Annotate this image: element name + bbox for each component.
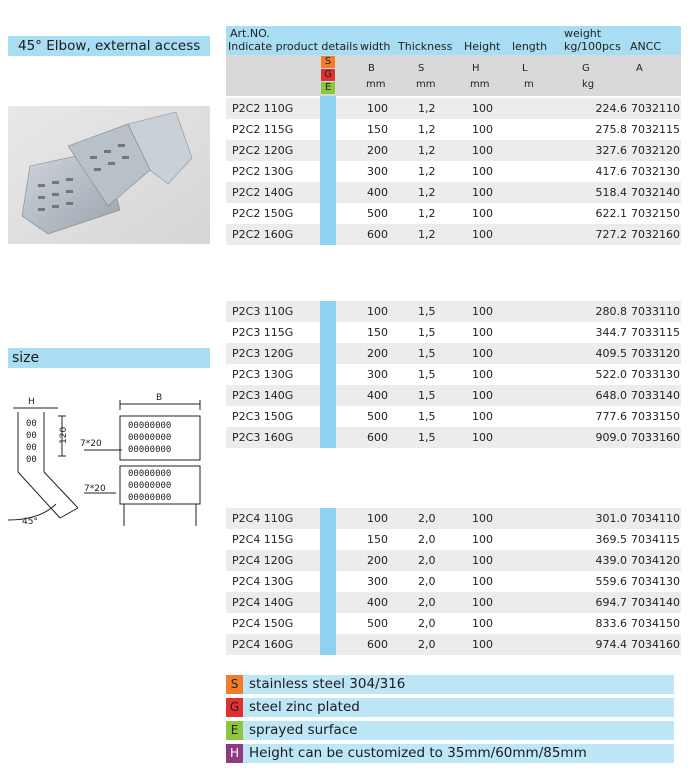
table-subheader — [226, 55, 681, 96]
cell-height: 100 — [472, 347, 493, 360]
legend-item-h — [226, 744, 674, 763]
unit-b: mm — [366, 79, 386, 90]
cell-height: 100 — [472, 186, 493, 199]
cell-art: P2C3 120G — [232, 347, 294, 360]
table-row — [226, 592, 681, 613]
cell-width: 500 — [367, 617, 388, 630]
cell-thickness: 1,5 — [418, 389, 436, 402]
cell-art: P2C4 150G — [232, 617, 294, 630]
dim-b-label: B — [156, 393, 163, 403]
cell-ancc: 7034130 — [631, 575, 680, 588]
cell-weight: 417.6 — [595, 165, 627, 178]
cell-width: 400 — [367, 186, 388, 199]
cell-height: 100 — [472, 410, 493, 423]
cell-height: 100 — [472, 554, 493, 567]
cell-thickness: 2,0 — [418, 617, 436, 630]
cell-art: P2C4 120G — [232, 554, 294, 567]
cell-width: 300 — [367, 575, 388, 588]
cell-ancc: 7034140 — [631, 596, 680, 609]
cell-weight: 369.5 — [595, 533, 627, 546]
cell-thickness: 2,0 — [418, 533, 436, 546]
cell-art: P2C2 150G — [232, 207, 294, 220]
cell-thickness: 2,0 — [418, 554, 436, 567]
table-row — [226, 529, 681, 550]
table-row — [226, 427, 681, 448]
table-row — [226, 571, 681, 592]
cell-height: 100 — [472, 617, 493, 630]
table-row — [226, 182, 681, 203]
cell-height: 100 — [472, 207, 493, 220]
cell-art: P2C4 110G — [232, 512, 294, 525]
cell-height: 100 — [472, 228, 493, 241]
table-row — [226, 203, 681, 224]
cell-thickness: 2,0 — [418, 575, 436, 588]
cell-art: P2C2 130G — [232, 165, 294, 178]
table-row — [226, 301, 681, 322]
cell-thickness: 1,5 — [418, 410, 436, 423]
cell-ancc: 7032115 — [631, 123, 680, 136]
table-row — [226, 140, 681, 161]
cell-weight: 344.7 — [595, 326, 627, 339]
cell-width: 200 — [367, 347, 388, 360]
cell-thickness: 2,0 — [418, 638, 436, 651]
cell-width: 600 — [367, 431, 388, 444]
cell-ancc: 7033110 — [631, 305, 680, 318]
svg-text:00: 00 — [26, 443, 37, 453]
svg-text:00000000: 00000000 — [128, 433, 172, 443]
cell-width: 150 — [367, 326, 388, 339]
cell-art: P2C3 150G — [232, 410, 294, 423]
cell-weight: 409.5 — [595, 347, 627, 360]
cell-height: 100 — [472, 389, 493, 402]
table-row — [226, 550, 681, 571]
svg-text:00: 00 — [26, 455, 37, 465]
cell-ancc: 7034115 — [631, 533, 680, 546]
legend-text-s: stainless steel 304/316 — [249, 676, 406, 692]
cell-height: 100 — [472, 431, 493, 444]
table-row — [226, 613, 681, 634]
cell-weight: 224.6 — [595, 102, 627, 115]
cell-thickness: 1,2 — [418, 102, 436, 115]
cell-thickness: 1,2 — [418, 228, 436, 241]
table-row — [226, 98, 681, 119]
cell-art: P2C2 115G — [232, 123, 294, 136]
slot-label-a: 7*20 — [80, 439, 102, 449]
cell-thickness: 1,2 — [418, 165, 436, 178]
legend-item-s — [226, 675, 674, 694]
cell-weight: 974.4 — [595, 638, 627, 651]
table-row — [226, 385, 681, 406]
cell-width: 100 — [367, 305, 388, 318]
sub-b: B — [368, 63, 375, 74]
indicator-stripe — [320, 98, 336, 245]
cell-ancc: 7033140 — [631, 389, 680, 402]
cell-width: 400 — [367, 596, 388, 609]
cell-height: 100 — [472, 144, 493, 157]
svg-text:00000000: 00000000 — [128, 481, 172, 491]
cell-width: 600 — [367, 228, 388, 241]
table-row — [226, 364, 681, 385]
legend-text-e: sprayed surface — [249, 722, 358, 738]
legend-item-g — [226, 698, 674, 717]
cell-ancc: 7034150 — [631, 617, 680, 630]
cell-weight: 522.0 — [595, 368, 627, 381]
cell-weight: 622.1 — [595, 207, 627, 220]
cell-weight: 727.2 — [595, 228, 627, 241]
product-title: 45° Elbow, external access — [8, 36, 210, 56]
table-row — [226, 322, 681, 343]
cell-width: 150 — [367, 533, 388, 546]
svg-text:00000000: 00000000 — [128, 445, 172, 455]
cell-height: 100 — [472, 326, 493, 339]
cell-art: P2C4 115G — [232, 533, 294, 546]
cell-thickness: 2,0 — [418, 512, 436, 525]
svg-text:00: 00 — [26, 431, 37, 441]
cell-art: P2C4 140G — [232, 596, 294, 609]
cell-thickness: 1,2 — [418, 186, 436, 199]
cell-width: 200 — [367, 144, 388, 157]
cell-height: 100 — [472, 305, 493, 318]
table-row — [226, 634, 681, 655]
cell-ancc: 7032140 — [631, 186, 680, 199]
cell-art: P2C2 140G — [232, 186, 294, 199]
svg-text:00000000: 00000000 — [128, 469, 172, 479]
table-row — [226, 508, 681, 529]
cell-weight: 439.0 — [595, 554, 627, 567]
badge-s: S — [321, 56, 335, 68]
cell-thickness: 1,5 — [418, 305, 436, 318]
cell-weight: 280.8 — [595, 305, 627, 318]
dim-120-label: 120 — [59, 426, 69, 444]
cell-thickness: 1,5 — [418, 431, 436, 444]
cell-thickness: 1,2 — [418, 123, 436, 136]
indicator-stripe — [320, 96, 336, 98]
header-height: Height — [464, 40, 501, 53]
header-thickness: Thickness — [398, 40, 453, 53]
header-ancc: ANCC — [630, 40, 662, 53]
cell-weight: 301.0 — [595, 512, 627, 525]
unit-g: kg — [582, 79, 595, 90]
header-weight-unit: kg/100pcs — [564, 40, 621, 53]
table-row — [226, 224, 681, 245]
cell-weight: 777.6 — [595, 410, 627, 423]
cell-ancc: 7032160 — [631, 228, 680, 241]
svg-text:00: 00 — [26, 419, 37, 429]
sub-h: H — [472, 63, 480, 74]
cell-art: P2C2 110G — [232, 102, 294, 115]
cell-width: 300 — [367, 368, 388, 381]
cell-width: 100 — [367, 102, 388, 115]
cell-weight: 648.0 — [595, 389, 627, 402]
angle-label: 45° — [22, 517, 38, 527]
legend-key-s: S — [226, 675, 243, 694]
cell-weight: 518.4 — [595, 186, 627, 199]
unit-s: mm — [416, 79, 436, 90]
cell-height: 100 — [472, 512, 493, 525]
legend-text-g: steel zinc plated — [249, 699, 360, 715]
cell-weight: 694.7 — [595, 596, 627, 609]
indicator-stripe — [320, 301, 336, 448]
cell-ancc: 7034120 — [631, 554, 680, 567]
header-artno: Art.NO. — [230, 27, 270, 40]
cell-thickness: 2,0 — [418, 596, 436, 609]
cell-thickness: 1,2 — [418, 207, 436, 220]
cell-height: 100 — [472, 596, 493, 609]
dimension-drawing — [0, 380, 215, 540]
cell-art: P2C2 160G — [232, 228, 294, 241]
cell-ancc: 7034110 — [631, 512, 680, 525]
cell-art: P2C3 110G — [232, 305, 294, 318]
cell-art: P2C3 160G — [232, 431, 294, 444]
cell-ancc: 7032120 — [631, 144, 680, 157]
legend-text-h: Height can be customized to 35mm/60mm/85mm — [249, 745, 587, 761]
header-weight: weight — [564, 27, 602, 40]
dim-h-label: H — [28, 397, 35, 407]
cell-thickness: 1,2 — [418, 144, 436, 157]
indicator-stripe — [320, 508, 336, 655]
cell-height: 100 — [472, 123, 493, 136]
product-photo — [8, 106, 210, 244]
cell-width: 100 — [367, 512, 388, 525]
cell-art: P2C4 130G — [232, 575, 294, 588]
cell-height: 100 — [472, 165, 493, 178]
cell-ancc: 7033160 — [631, 431, 680, 444]
cell-ancc: 7033150 — [631, 410, 680, 423]
unit-l: m — [524, 79, 534, 90]
cell-thickness: 1,5 — [418, 326, 436, 339]
legend-key-h: H — [226, 744, 243, 763]
svg-text:00000000: 00000000 — [128, 493, 172, 503]
table-row — [226, 161, 681, 182]
cell-weight: 275.8 — [595, 123, 627, 136]
cell-art: P2C3 140G — [232, 389, 294, 402]
table-header — [226, 26, 681, 55]
sub-a: A — [636, 63, 643, 74]
svg-text:00000000: 00000000 — [128, 421, 172, 431]
table-row — [226, 406, 681, 427]
sub-g: G — [582, 63, 590, 74]
cell-art: P2C2 120G — [232, 144, 294, 157]
cell-width: 500 — [367, 207, 388, 220]
cell-height: 100 — [472, 102, 493, 115]
cell-ancc: 7032150 — [631, 207, 680, 220]
cell-weight: 559.6 — [595, 575, 627, 588]
slot-label-b: 7*20 — [84, 484, 106, 494]
sub-l: L — [522, 63, 528, 74]
cell-thickness: 1,5 — [418, 347, 436, 360]
cell-weight: 833.6 — [595, 617, 627, 630]
size-heading: size — [8, 348, 210, 368]
unit-h: mm — [470, 79, 490, 90]
table-row — [226, 343, 681, 364]
cell-thickness: 1,5 — [418, 368, 436, 381]
badge-g: G — [321, 69, 335, 81]
table-row — [226, 119, 681, 140]
cell-ancc: 7032110 — [631, 102, 680, 115]
cell-weight: 327.6 — [595, 144, 627, 157]
cell-weight: 909.0 — [595, 431, 627, 444]
cell-ancc: 7033120 — [631, 347, 680, 360]
legend-key-e: E — [226, 721, 243, 740]
cell-height: 100 — [472, 533, 493, 546]
header-indicate: Indicate product details — [228, 40, 359, 53]
sub-s: S — [418, 63, 425, 74]
cell-art: P2C4 160G — [232, 638, 294, 651]
header-length: length — [512, 40, 548, 53]
cell-height: 100 — [472, 575, 493, 588]
cell-width: 400 — [367, 389, 388, 402]
cell-ancc: 7033115 — [631, 326, 680, 339]
legend-key-g: G — [226, 698, 243, 717]
cell-ancc: 7034160 — [631, 638, 680, 651]
cell-art: P2C3 115G — [232, 326, 294, 339]
cell-height: 100 — [472, 368, 493, 381]
header-width: width — [360, 40, 391, 53]
cell-height: 100 — [472, 638, 493, 651]
cell-ancc: 7033130 — [631, 368, 680, 381]
cell-width: 600 — [367, 638, 388, 651]
badge-e: E — [321, 82, 335, 94]
cell-width: 200 — [367, 554, 388, 567]
legend-item-e — [226, 721, 674, 740]
cell-art: P2C3 130G — [232, 368, 294, 381]
cell-width: 300 — [367, 165, 388, 178]
cell-width: 150 — [367, 123, 388, 136]
cell-ancc: 7032130 — [631, 165, 680, 178]
cell-width: 500 — [367, 410, 388, 423]
